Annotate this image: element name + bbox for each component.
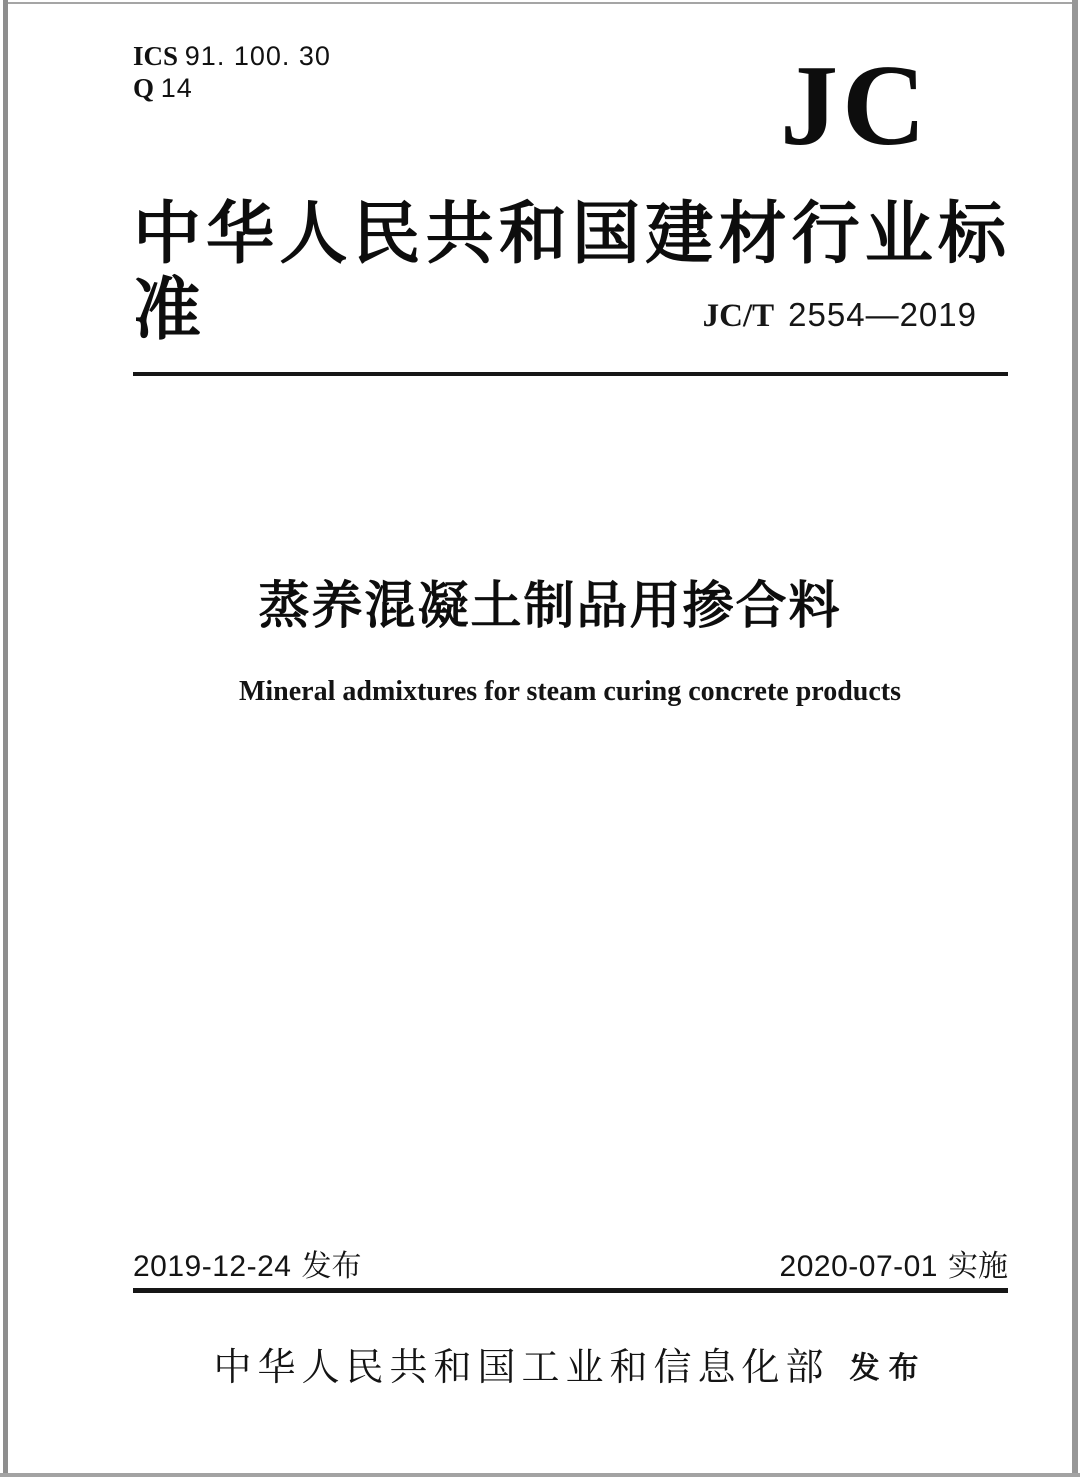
document-title-english: Mineral admixtures for steam curing concrete products bbox=[238, 676, 902, 707]
publisher-row bbox=[133, 1336, 1008, 1391]
standard-number-value: 2554—2019 bbox=[788, 296, 977, 333]
scan-edge-bottom bbox=[0, 1473, 1080, 1477]
scan-edge-left bbox=[3, 0, 8, 1477]
ics-classification-block bbox=[133, 40, 331, 104]
jc-logo: JC bbox=[780, 42, 930, 170]
class-number: 14 bbox=[160, 73, 193, 103]
dates-row bbox=[133, 1250, 1008, 1284]
implementation-date: 2020-07-01 bbox=[779, 1250, 938, 1283]
standard-number-prefix: JC/T bbox=[702, 298, 775, 334]
ics-line bbox=[133, 40, 331, 72]
implementation-date-block bbox=[780, 1250, 1008, 1284]
scan-edge-top bbox=[8, 2, 1072, 4]
issue-label: 发布 bbox=[301, 1250, 362, 1283]
issue-date-block bbox=[133, 1250, 361, 1284]
footer-rule bbox=[133, 1288, 1008, 1293]
ics-number: 91. 100. 30 bbox=[184, 41, 331, 71]
class-label: Q bbox=[133, 73, 155, 103]
publisher-name: 中华人民共和国工业和信息化部 bbox=[213, 1347, 830, 1389]
document-title-chinese: 蒸养混凝土制品用掺合料 bbox=[258, 577, 842, 634]
header-rule bbox=[133, 372, 1008, 376]
ics-label: ICS bbox=[133, 41, 179, 71]
scan-edge-right bbox=[1072, 0, 1078, 1477]
class-code-line bbox=[133, 72, 331, 104]
standard-series-title: 中华人民共和国建材行业标准 bbox=[133, 196, 1007, 348]
publisher-action: 发布 bbox=[849, 1352, 928, 1385]
issue-date: 2019-12-24 bbox=[133, 1250, 292, 1283]
standard-number bbox=[703, 296, 977, 335]
implementation-label: 实施 bbox=[948, 1250, 1008, 1283]
